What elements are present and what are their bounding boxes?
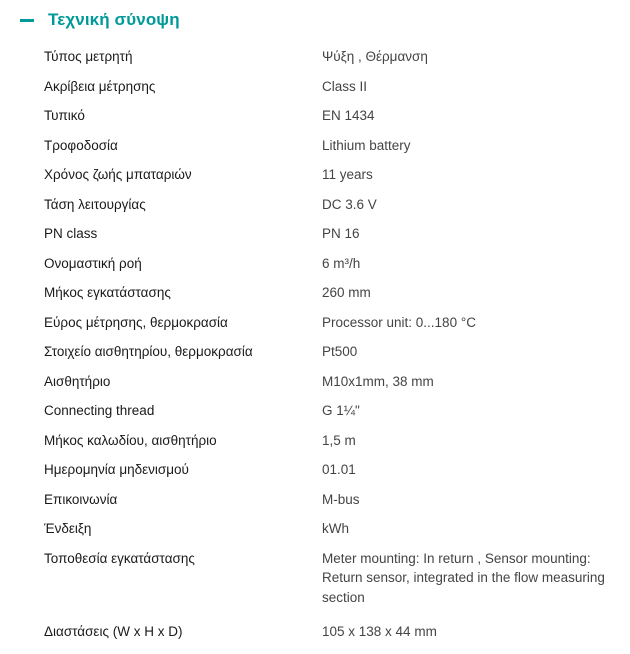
spec-value: 105 x 138 x 44 mm <box>322 624 437 640</box>
spec-row-installation-location <box>0 544 630 608</box>
spec-row-nominal-flow <box>0 249 630 279</box>
spec-label: Εύρος μέτρησης, θερμοκρασία <box>44 314 228 330</box>
spec-label: Διαστάσεις (W x H x D) <box>44 624 183 640</box>
spec-value: 01.01 <box>322 462 356 477</box>
spec-label: Ένδειξη <box>44 521 92 536</box>
spec-value: Ψύξη , Θέρμανση <box>322 49 428 64</box>
spec-label: Τάση λειτουργίας <box>44 196 146 212</box>
spec-label: Αισθητήριο <box>44 373 111 389</box>
spec-label: Μήκος καλωδίου, αισθητήριο <box>44 432 217 448</box>
spec-value: 260 mm <box>322 285 371 300</box>
spec-row-installation-length <box>0 278 630 308</box>
spec-label: Ημερομηνία μηδενισμού <box>44 462 189 477</box>
spec-row-cable-length <box>0 426 630 456</box>
spec-label: Χρόνος ζωής μπαταριών <box>44 167 192 182</box>
spec-label: Επικοινωνία <box>44 491 118 507</box>
spec-value: Class II <box>322 78 368 94</box>
spec-label: Μήκος εγκατάστασης <box>44 285 171 300</box>
spec-value: M-bus <box>322 491 360 507</box>
spec-table <box>0 42 630 647</box>
section-title: Τεχνική σύνοψη <box>48 10 180 29</box>
spec-value: Meter mounting: In return , Sensor mounting: Return sensor, integrated in the flow measuring section <box>322 550 605 605</box>
spec-label: PN class <box>44 226 98 241</box>
spec-row-temperature-range <box>0 308 630 338</box>
spec-row-reset-date <box>0 455 630 485</box>
spec-row-standard <box>0 101 630 131</box>
spec-row-meter-type <box>0 42 630 72</box>
spec-label: Τυπικό <box>44 108 85 123</box>
spec-row-power-supply <box>0 131 630 161</box>
spec-row-communication <box>0 485 630 515</box>
spec-value: DC 3.6 V <box>322 196 377 212</box>
spec-row-battery-life <box>0 160 630 190</box>
spec-row-display <box>0 514 630 544</box>
spec-value: G 1¼" <box>322 403 360 418</box>
spec-value: PN 16 <box>322 226 360 241</box>
spec-row-sensor-element <box>0 337 630 367</box>
minus-icon[interactable] <box>20 19 34 22</box>
spec-row-accuracy <box>0 72 630 102</box>
spec-value: Pt500 <box>322 344 358 359</box>
spec-row-operating-voltage <box>0 190 630 220</box>
spec-label: Ακρίβεια μέτρησης <box>44 78 156 94</box>
spec-label: Connecting thread <box>44 403 155 418</box>
spec-value: EN 1434 <box>322 108 375 123</box>
spec-value: Processor unit: 0...180 °C <box>322 314 476 330</box>
spec-value: M10x1mm, 38 mm <box>322 373 434 389</box>
spec-value: kWh <box>322 521 349 536</box>
spec-label: Ονομαστική ροή <box>44 255 142 271</box>
spec-value: 11 years <box>322 167 373 182</box>
section-header-toggle[interactable] <box>18 6 180 34</box>
spec-label: Τοποθεσία εγκατάστασης <box>44 550 195 566</box>
spec-value: Lithium battery <box>322 137 411 153</box>
spec-value: 6 m³/h <box>322 255 361 271</box>
spec-row-pn-class <box>0 219 630 249</box>
spec-row-sensor <box>0 367 630 397</box>
spec-row-dimensions <box>0 617 630 647</box>
spec-value: 1,5 m <box>322 432 356 448</box>
spec-label: Τροφοδοσία <box>44 137 118 153</box>
spec-label: Τύπος μετρητή <box>44 49 133 64</box>
spec-label: Στοιχείο αισθητηρίου, θερμοκρασία <box>44 344 253 359</box>
spec-row-connecting-thread <box>0 396 630 426</box>
